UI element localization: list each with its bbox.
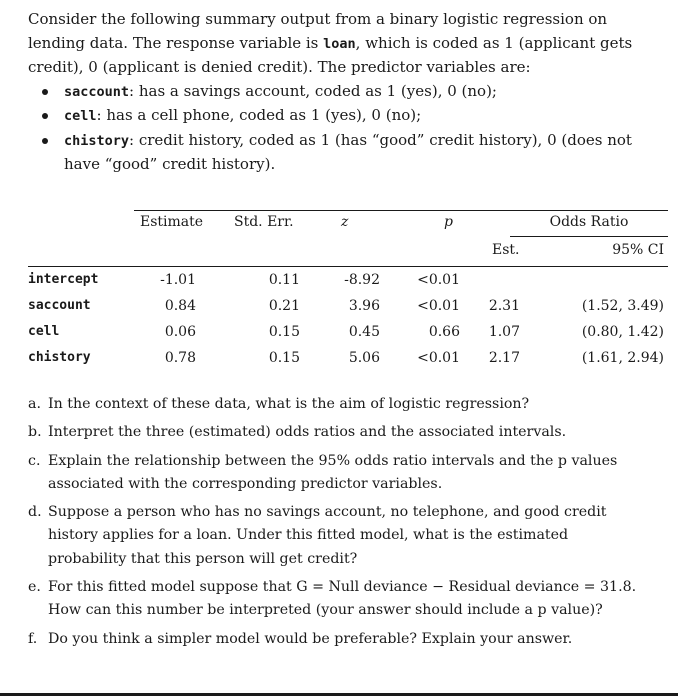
list-item [28, 501, 648, 571]
odds-ratio-rule [510, 236, 668, 237]
header-odds-ratio: Odds Ratio [549, 214, 629, 230]
cell-z: -8.92 [344, 272, 380, 288]
table-header-rule [28, 266, 668, 267]
header-p: p [444, 214, 453, 230]
intro-paragraph [28, 8, 648, 80]
predictor-list [28, 80, 648, 177]
cell-estimate: 0.84 [164, 298, 196, 314]
list-item [28, 576, 648, 623]
question-text: Suppose a person who has no savings account, no telephone, and good credit history applies for a loan. Under this fitted model, what is the estimated probability that this person will get credit? [48, 504, 607, 567]
cell-p: 0.66 [428, 324, 460, 340]
question-label: d. [28, 504, 42, 521]
row-label: cell [28, 324, 60, 339]
list-item [28, 450, 648, 497]
list-item [28, 421, 648, 444]
list-item [28, 104, 648, 129]
cell-or-est: 1.07 [488, 324, 520, 340]
question-text: Do you think a simpler model would be preferable? Explain your answer. [48, 630, 573, 647]
question-text: In the context of these data, what is the aim of logistic regression? [48, 396, 530, 412]
bottom-rule [0, 693, 678, 696]
intro-text-b: , which is coded as 1 (applicant gets credit), 0 (applicant is denied credit). The predictor variables are: [28, 33, 633, 76]
response-variable: loan [323, 35, 356, 52]
question-label: b. [28, 424, 42, 441]
predictor-desc: : has a savings account, coded as 1 (yes), 0 (no); [129, 81, 497, 100]
question-text: For this fitted model suppose that G = Null deviance − Residual deviance = 31.8. How can this number be interpreted (your answer should include a p value)? [48, 579, 637, 619]
cell-p: <0.01 [417, 298, 460, 314]
intro-text-a: Consider the following summary output from a binary logistic regression on lending data. The response variable is [28, 10, 608, 52]
cell-estimate: -1.01 [160, 272, 196, 288]
row-label: intercept [28, 272, 99, 287]
question-label: f. [28, 630, 38, 647]
predictor-name: chistory [64, 132, 130, 149]
cell-z: 0.45 [348, 324, 380, 340]
header-or-est: Est. [492, 242, 520, 258]
row-label: saccount [28, 298, 91, 313]
header-z: z [341, 214, 349, 230]
header-estimate: Estimate [140, 214, 204, 230]
predictor-name: saccount [64, 83, 130, 100]
problem-intro [28, 8, 648, 177]
question-label: a. [28, 396, 41, 412]
question-list [28, 393, 648, 656]
question-label: e. [28, 579, 41, 596]
cell-or-ci: (1.52, 3.49) [581, 298, 664, 314]
cell-p: <0.01 [417, 350, 460, 366]
question-text: Explain the relationship between the 95% odds ratio intervals and the p values associated with the corresponding predictor variables. [48, 452, 618, 492]
predictor-desc: : has a cell phone, coded as 1 (yes), 0 (no); [96, 106, 422, 124]
cell-estimate: 0.78 [164, 350, 196, 366]
list-item [28, 628, 648, 651]
cell-or-est: 2.17 [488, 350, 520, 366]
cell-or-est: 2.31 [488, 298, 520, 314]
cell-or-ci: (1.61, 2.94) [581, 350, 664, 366]
cell-or-ci: (0.80, 1.42) [581, 324, 664, 340]
cell-stderr: 0.15 [268, 324, 300, 340]
question-text: Interpret the three (estimated) odds ratios and the associated intervals. [48, 424, 567, 441]
cell-stderr: 0.15 [268, 350, 300, 366]
list-item [28, 393, 648, 416]
header-stderr: Std. Err. [234, 214, 294, 230]
cell-stderr: 0.21 [268, 298, 300, 314]
cell-z: 5.06 [348, 350, 380, 366]
row-label: chistory [28, 350, 91, 365]
cell-p: <0.01 [417, 272, 460, 288]
cell-z: 3.96 [348, 298, 380, 314]
predictor-desc: : credit history, coded as 1 (has “good” credit history), 0 (does not have “good” credit history). [64, 130, 632, 173]
table-top-rule [134, 210, 668, 211]
header-or-ci: 95% CI [612, 242, 664, 258]
cell-estimate: 0.06 [164, 324, 196, 340]
predictor-name: cell [64, 108, 97, 124]
question-label: c. [28, 452, 41, 469]
list-item [28, 80, 648, 105]
cell-stderr: 0.11 [268, 272, 300, 288]
list-item [28, 129, 648, 177]
